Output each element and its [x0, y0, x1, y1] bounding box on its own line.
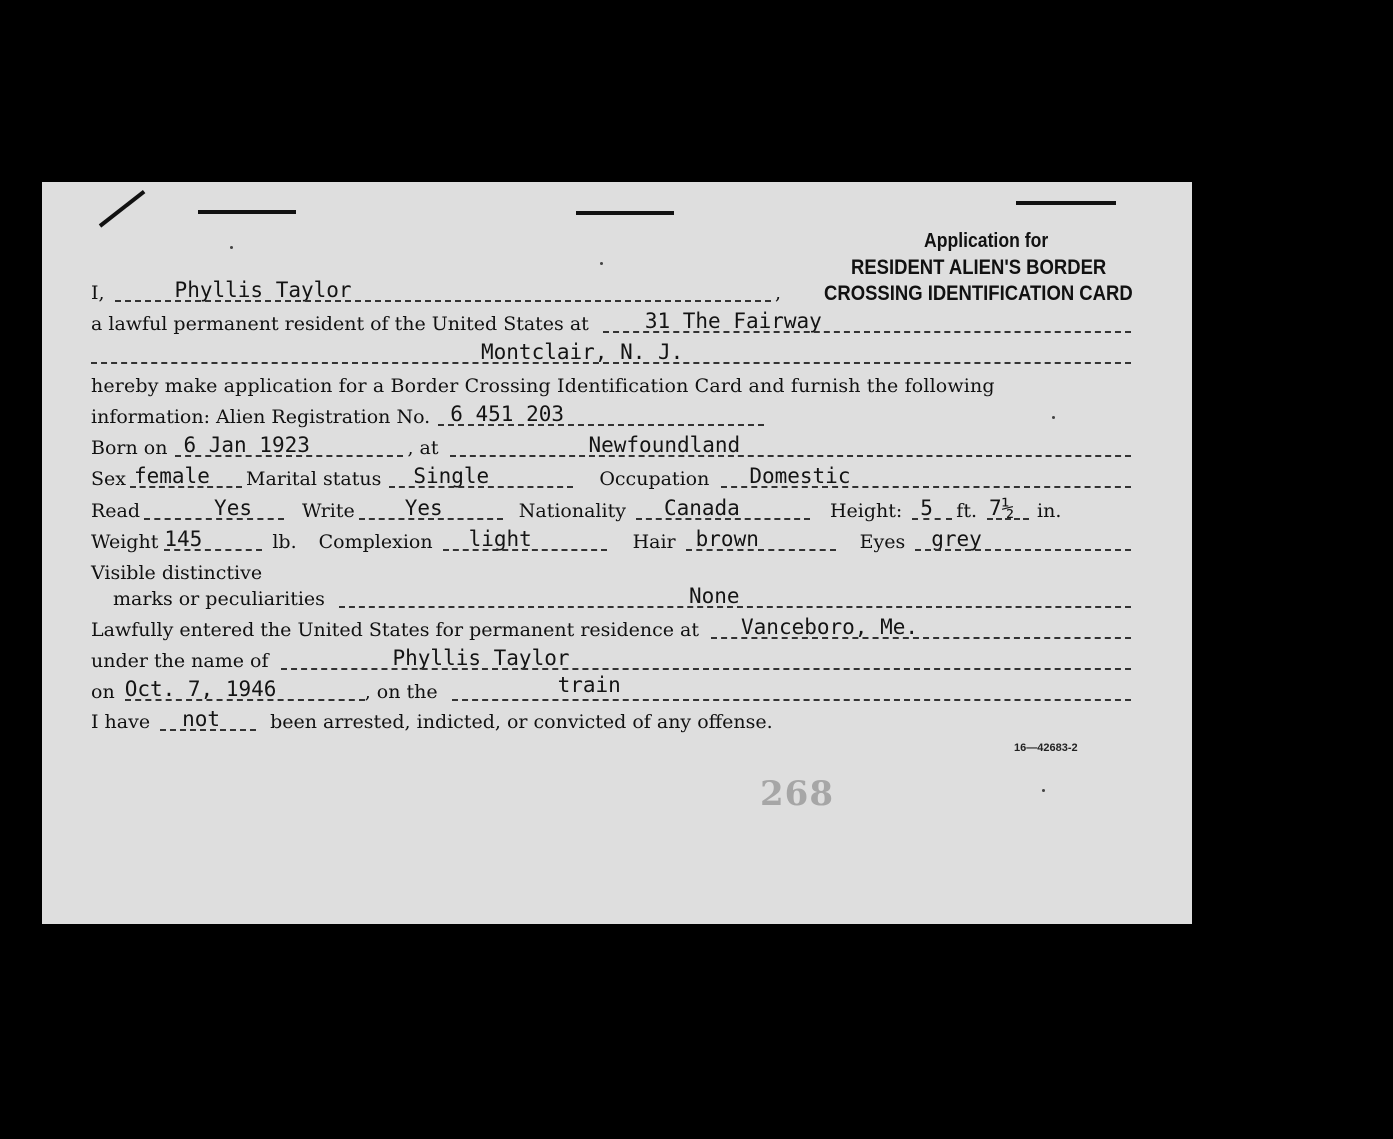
address-line2-value: Montclair, N. J.	[481, 340, 684, 364]
born-label: Born on	[91, 437, 168, 459]
alien-reg-value: 6 451 203	[450, 402, 565, 426]
read-value: Yes	[214, 496, 252, 520]
hair-value: brown	[695, 527, 759, 551]
height-ft-field[interactable]	[912, 496, 952, 523]
address-line1-value: 31 The Fairway	[644, 309, 822, 333]
arrested-value: not	[182, 707, 221, 731]
born-date-value: 6 Jan 1923	[183, 433, 310, 457]
alien-registration-line	[91, 402, 1135, 429]
speck	[230, 246, 233, 249]
on-label: on	[91, 681, 115, 703]
alien-reg-label: information: Alien Registration No.	[91, 406, 431, 428]
complexion-value: light	[468, 527, 532, 551]
visible-distinctive-label: Visible distinctive	[91, 562, 263, 584]
marital-value: Single	[413, 464, 490, 488]
address-line1-field[interactable]	[603, 309, 1131, 336]
entry-port-value: Vanceboro, Me.	[741, 615, 919, 639]
have-label: I have	[91, 711, 151, 733]
occupation-label: Occupation	[599, 468, 710, 490]
entry-date-line	[91, 673, 1135, 704]
literacy-nationality-height-line	[91, 496, 1135, 523]
i-label: I,	[91, 282, 105, 304]
lb-label: lb.	[272, 531, 297, 553]
conveyance-field[interactable]	[452, 673, 1131, 704]
entry-name-value: Phyllis Taylor	[392, 646, 570, 670]
marks-line	[91, 584, 1135, 611]
applicant-name-line: I, Phyllis Taylor ,	[91, 278, 781, 304]
occupation-field[interactable]	[721, 464, 1131, 491]
arrested-field[interactable]	[160, 707, 256, 734]
weight-label: Weight	[91, 531, 159, 553]
complexion-label: Complexion	[318, 531, 433, 553]
arrest-statement-line	[91, 707, 1135, 734]
nationality-field[interactable]	[636, 496, 810, 523]
entry-date-field[interactable]	[124, 677, 365, 704]
occupation-value: Domestic	[749, 464, 851, 488]
read-field[interactable]	[144, 496, 284, 523]
in-label: in.	[1037, 500, 1062, 522]
born-date-field[interactable]	[175, 433, 403, 460]
write-label: Write	[302, 500, 355, 522]
weight-field[interactable]	[164, 527, 262, 554]
nationality-label: Nationality	[518, 500, 626, 522]
stamp-number: 268	[760, 774, 834, 814]
residence-line	[91, 309, 1135, 336]
entry-port-line	[91, 615, 1135, 642]
application-statement-line	[91, 374, 1135, 398]
header-resident-alien: RESIDENT ALIEN'S BORDER	[851, 256, 1107, 279]
hair-label: Hair	[632, 531, 676, 553]
ft-label: ft.	[956, 500, 978, 522]
height-ft-value: 5	[920, 496, 933, 520]
write-value: Yes	[404, 496, 443, 520]
height-in-field[interactable]	[987, 496, 1029, 523]
eyes-value: grey	[931, 527, 982, 551]
under-name-label: under the name of	[91, 650, 269, 672]
read-label: Read	[91, 500, 141, 522]
header-application-for: Application for	[924, 230, 1049, 252]
dash-mark-right	[1016, 201, 1116, 205]
marital-field[interactable]	[389, 464, 573, 491]
arrested-text: been arrested, indicted, or convicted of any offense.	[270, 711, 773, 733]
entry-name-line	[91, 646, 1135, 673]
sex-value: female	[133, 464, 210, 488]
application-statement: hereby make application for a Border Crossing Identification Card and furnish the following	[91, 375, 995, 397]
on-the-label: , on the	[364, 681, 438, 703]
physical-description-line	[91, 527, 1135, 554]
header-crossing-id-card: CROSSING IDENTIFICATION CARD	[824, 282, 1133, 305]
entry-date-value: Oct. 7, 1946	[124, 677, 277, 701]
dash-mark-center	[576, 211, 674, 215]
applicant-name-field[interactable]	[115, 278, 771, 305]
eyes-label: Eyes	[859, 531, 906, 553]
write-field[interactable]	[359, 496, 503, 523]
speck	[1052, 416, 1055, 419]
marital-label: Marital status	[245, 468, 382, 490]
height-in-value: 7½	[989, 496, 1015, 520]
visible-marks-label-line	[91, 561, 1135, 585]
address-continuation-line	[91, 340, 1135, 367]
resident-label: a lawful permanent resident of the United States at	[91, 313, 589, 335]
conveyance-value: train	[557, 673, 621, 697]
border-crossing-application-card	[42, 182, 1192, 924]
eyes-field[interactable]	[915, 527, 1131, 554]
dash-mark-left	[198, 210, 296, 214]
speck	[600, 262, 603, 265]
birthplace-field[interactable]	[450, 433, 1131, 460]
alien-reg-field[interactable]	[438, 402, 764, 429]
at-label: , at	[407, 437, 439, 459]
applicant-name-value: Phyllis Taylor	[174, 278, 352, 302]
sex-marital-occupation-line	[91, 464, 1135, 491]
slash-mark	[99, 190, 146, 228]
marks-value: None	[688, 584, 740, 608]
height-label: Height:	[829, 500, 903, 522]
hair-field[interactable]	[686, 527, 836, 554]
marks-field[interactable]	[339, 584, 1131, 611]
entry-port-field[interactable]	[711, 615, 1131, 642]
birthplace-value: Newfoundland	[588, 433, 741, 457]
sex-field[interactable]	[130, 464, 242, 491]
complexion-field[interactable]	[443, 527, 607, 554]
nationality-value: Canada	[663, 496, 740, 520]
sex-label: Sex	[91, 468, 126, 490]
entry-name-field[interactable]	[281, 646, 1132, 673]
entered-label: Lawfully entered the United States for permanent residence at	[91, 619, 700, 641]
form-number: 16—42683-2	[1014, 742, 1078, 754]
speck	[1042, 789, 1045, 792]
marks-label: marks or peculiarities	[113, 588, 325, 610]
birth-line	[91, 433, 1135, 460]
weight-value: 145	[164, 527, 203, 551]
address-line2-field[interactable]	[91, 340, 1131, 367]
